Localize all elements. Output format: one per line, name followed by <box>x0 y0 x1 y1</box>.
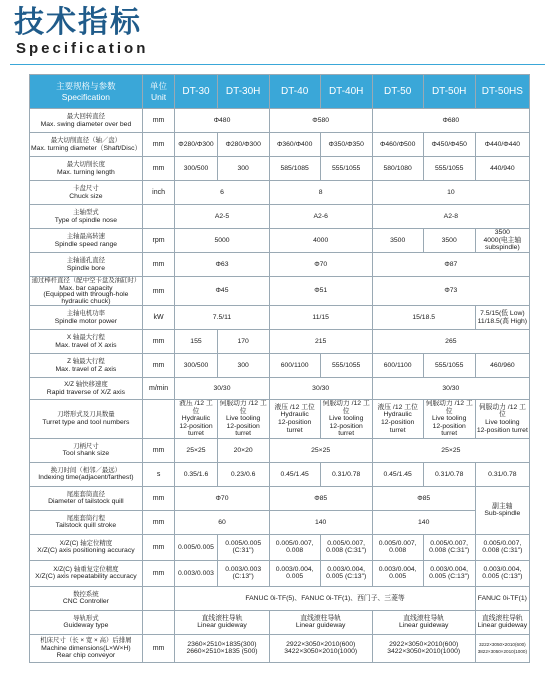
cell: Φ51 <box>269 277 372 306</box>
table-row <box>30 205 530 229</box>
header-model: DT-50 <box>372 75 423 109</box>
header-model: DT-50H <box>423 75 475 109</box>
cell: 460/960 <box>475 354 529 378</box>
row-label: 换刀时间（相邻／最远） Indexing time(adjacent/farthest) <box>30 462 143 486</box>
cell: Φ85 <box>269 486 372 510</box>
header-model: DT-40 <box>269 75 320 109</box>
cell: 0.23/0.6 <box>217 462 269 486</box>
row-unit <box>142 586 175 610</box>
cell: 2360×2510×1835(300) 2660×2510×1835 (500) <box>175 634 269 662</box>
cell: 600/1100 <box>269 354 320 378</box>
row-unit <box>142 610 175 634</box>
cell: Φ63 <box>175 253 269 277</box>
cell: FANUC 0i-TF(5)、FANUC 0i-TF(1)、西门子、三菱等 <box>175 586 475 610</box>
row-unit: m/min <box>142 378 175 400</box>
table-row <box>30 486 530 510</box>
cell: 300/500 <box>175 157 217 181</box>
cell: Φ480 <box>175 109 269 133</box>
cell: 140 <box>372 510 475 534</box>
cell: 3500 4000(电主轴subspindle) <box>475 229 529 253</box>
cell: 液压 /12 工位 Hydraulic 12-position turret <box>175 400 217 439</box>
cell: 0.31/0.78 <box>423 462 475 486</box>
cell: 直线滚柱导轨 Linear guideway <box>372 610 475 634</box>
cell: Φ280/Φ300 <box>175 133 217 157</box>
cell: 265 <box>372 330 529 354</box>
table-row <box>30 306 530 330</box>
cell: 15/18.5 <box>372 306 475 330</box>
row-label: 通过棒杆直径（配中空卡盘及油缸时） Max. bar capacity (Equipped with through-hole hydraulic chuck) <box>30 277 143 306</box>
cell: 2922×3050×2010(600) 3422×3050×2010(1000) <box>372 634 475 662</box>
cell: Φ45 <box>175 277 269 306</box>
table-row <box>30 229 530 253</box>
row-unit: mm <box>142 157 175 181</box>
cell: Φ580 <box>269 109 372 133</box>
cell: 170 <box>217 330 269 354</box>
cell: 30/30 <box>269 378 372 400</box>
cell: Φ70 <box>175 486 269 510</box>
cell: 伺服动力 /12 工位 Live tooling 12-position turret <box>217 400 269 439</box>
row-unit <box>142 400 175 439</box>
row-label: 主轴电机功率 Spindle motor power <box>30 306 143 330</box>
row-label: X/Z 轴快移速度 Rapid traverse of X/Z axis <box>30 378 143 400</box>
cell: 555/1055 <box>423 157 475 181</box>
row-unit: mm <box>142 354 175 378</box>
cell: Φ350/Φ350 <box>320 133 372 157</box>
table-row <box>30 610 530 634</box>
header-divider <box>10 64 545 65</box>
row-unit: mm <box>142 253 175 277</box>
cell: 20×20 <box>217 438 269 462</box>
cell: 2922×3050×2010(600) 3422×3050×2010(1000) <box>269 634 372 662</box>
cell: 伺服动力 /12 工位 Live tooling 12-position turret <box>423 400 475 439</box>
row-label: 刀柄尺寸 Tool shank size <box>30 438 143 462</box>
row-unit: mm <box>142 534 175 560</box>
cell: 0.31/0.78 <box>320 462 372 486</box>
cell: Φ440/Φ440 <box>475 133 529 157</box>
cell: 140 <box>269 510 372 534</box>
cell: 300/500 <box>175 354 217 378</box>
cell: 0.005/0.007, 0.008 (C:31") <box>320 534 372 560</box>
table-row <box>30 157 530 181</box>
cell: 0.005/0.005 (C:31") <box>217 534 269 560</box>
table-row <box>30 181 530 205</box>
row-unit: mm <box>142 486 175 510</box>
cell: 7.5/15(低 Low) 11/18.5(高 High) <box>475 306 529 330</box>
row-label: 数控系统 CNC Controller <box>30 586 143 610</box>
row-label: 机床尺寸（长 × 宽 × 高）后排屑 Machine dimensions(L×W×H) Rear chip conveyor <box>30 634 143 662</box>
header-unit: 单位 Unit <box>142 75 175 109</box>
cell: 0.005/0.007, 0.008 (C:31") <box>475 534 529 560</box>
row-label: 卡盘尺寸 Chuck size <box>30 181 143 205</box>
cell: 215 <box>269 330 372 354</box>
row-unit: mm <box>142 277 175 306</box>
row-unit: kW <box>142 306 175 330</box>
row-label: 主轴最高转速 Spindle speed range <box>30 229 143 253</box>
cell: A2-8 <box>372 205 529 229</box>
cell: Φ450/Φ450 <box>423 133 475 157</box>
cell: 11/15 <box>269 306 372 330</box>
cell: Φ360/Φ400 <box>269 133 320 157</box>
row-unit: s <box>142 462 175 486</box>
cell: 0.003/0.003 <box>175 560 217 586</box>
cell: 0.003/0.003 (C:13") <box>217 560 269 586</box>
cell: 300 <box>217 157 269 181</box>
cell: 液压 /12 工位 Hydraulic 12-position turret <box>269 400 320 439</box>
cell: 25×25 <box>269 438 372 462</box>
row-unit: inch <box>142 181 175 205</box>
cell: Φ73 <box>372 277 529 306</box>
cell: 585/1085 <box>269 157 320 181</box>
cell: 0.005/0.007, 0.008 <box>372 534 423 560</box>
table-row <box>30 253 530 277</box>
table-row <box>30 277 530 306</box>
row-unit: mm <box>142 109 175 133</box>
cell: Φ70 <box>269 253 372 277</box>
cell: 伺服动力 /12 工位 Live tooling 12-position turret <box>475 400 529 439</box>
cell: 0.35/1.6 <box>175 462 217 486</box>
row-label: 最大回转直径 Max. swing diameter over bed <box>30 109 143 133</box>
cell: 0.45/1.45 <box>269 462 320 486</box>
cell: Φ460/Φ500 <box>372 133 423 157</box>
cell: 3500 <box>372 229 423 253</box>
table-row <box>30 560 530 586</box>
page-title: 技术指标 <box>14 5 142 40</box>
cell: 580/1080 <box>372 157 423 181</box>
cell: 直线滚柱导轨 Linear guideway <box>475 610 529 634</box>
cell: 副主轴 Sub-spindle <box>475 486 529 534</box>
table-row <box>30 510 530 534</box>
spec-table <box>29 74 530 663</box>
cell: 0.003/0.004, 0.005 <box>372 560 423 586</box>
table-row <box>30 438 530 462</box>
page-header <box>0 0 553 70</box>
row-label: X 轴最大行程 Max. travel of X axis <box>30 330 143 354</box>
cell: 25×25 <box>372 438 529 462</box>
cell: 0.003/0.004, 0.005 <box>269 560 320 586</box>
cell: Φ85 <box>372 486 475 510</box>
row-label: Z 轴最大行程 Max. travel of Z axis <box>30 354 143 378</box>
row-unit: mm <box>142 634 175 662</box>
cell: Φ680 <box>372 109 529 133</box>
table-row <box>30 354 530 378</box>
cell: 0.003/0.004, 0.005 (C:13") <box>423 560 475 586</box>
table-row <box>30 109 530 133</box>
cell: 30/30 <box>372 378 529 400</box>
header-model: DT-50HS <box>475 75 529 109</box>
page-subtitle: Specification <box>16 40 149 57</box>
row-unit: mm <box>142 438 175 462</box>
cell: 0.003/0.004, 0.005 (C:13") <box>475 560 529 586</box>
cell: 0.003/0.004, 0.005 (C:13") <box>320 560 372 586</box>
cell: 300 <box>217 354 269 378</box>
table-row <box>30 133 530 157</box>
row-unit: rpm <box>142 229 175 253</box>
row-label: 主轴型式 Type of spindle nose <box>30 205 143 229</box>
table-header-row <box>30 75 530 109</box>
row-label: 尾座套筒行程 Tailstock quill stroke <box>30 510 143 534</box>
cell: 4000 <box>269 229 372 253</box>
cell: 直线滚柱导轨 Linear guideway <box>175 610 269 634</box>
cell: 0.005/0.007, 0.008 (C:31") <box>423 534 475 560</box>
row-label: 尾座套筒直径 Diameter of tailstock quill <box>30 486 143 510</box>
table-row <box>30 634 530 662</box>
cell: 液压 /12 工位 Hydraulic 12-position turret <box>372 400 423 439</box>
cell: FANUC 0i-TF(1) <box>475 586 529 610</box>
row-label: 最大切削直径（轴／盘） Max. turning diameter（Shaft/Disc） <box>30 133 143 157</box>
row-unit: mm <box>142 330 175 354</box>
cell: 6 <box>175 181 269 205</box>
row-label: 导轨形式 Guideway type <box>30 610 143 634</box>
cell: 30/30 <box>175 378 269 400</box>
cell: 伺服动力 /12 工位 Live tooling 12-position turret <box>320 400 372 439</box>
header-model: DT-40H <box>320 75 372 109</box>
table-row <box>30 534 530 560</box>
table-row <box>30 330 530 354</box>
cell: 25×25 <box>175 438 217 462</box>
cell: Φ87 <box>372 253 529 277</box>
header-model: DT-30H <box>217 75 269 109</box>
row-label: 主轴通孔直径 Spindle bore <box>30 253 143 277</box>
cell: A2-6 <box>269 205 372 229</box>
cell: 8 <box>269 181 372 205</box>
cell: 3500 <box>423 229 475 253</box>
table-row <box>30 400 530 439</box>
row-label: 最大切削长度 Max. turning length <box>30 157 143 181</box>
cell: 440/940 <box>475 157 529 181</box>
header-model: DT-30 <box>175 75 217 109</box>
cell: 555/1055 <box>320 354 372 378</box>
cell: 3222×3050×2010(600) 3822×3050×2010(1000) <box>475 634 529 662</box>
table-row <box>30 378 530 400</box>
cell: A2-5 <box>175 205 269 229</box>
cell: Φ280/Φ300 <box>217 133 269 157</box>
table-row <box>30 586 530 610</box>
row-unit: mm <box>142 133 175 157</box>
table-row <box>30 462 530 486</box>
cell: 直线滚柱导轨 Linear guideway <box>269 610 372 634</box>
row-unit: mm <box>142 560 175 586</box>
cell: 555/1055 <box>423 354 475 378</box>
header-param: 主要规格与参数 Specification <box>30 75 143 109</box>
cell: 155 <box>175 330 217 354</box>
cell: 0.005/0.007, 0.008 <box>269 534 320 560</box>
cell: 555/1055 <box>320 157 372 181</box>
row-unit <box>142 205 175 229</box>
row-label: X/Z(C) 轴重复定位精度 X/Z(C) axis repeatability accuracy <box>30 560 143 586</box>
cell: 60 <box>175 510 269 534</box>
row-unit: mm <box>142 510 175 534</box>
row-label: X/Z(C) 轴定位精度 X/Z(C) axis positioning accuracy <box>30 534 143 560</box>
cell: 0.005/0.005 <box>175 534 217 560</box>
cell: 0.31/0.78 <box>475 462 529 486</box>
cell: 600/1100 <box>372 354 423 378</box>
cell: 7.5/11 <box>175 306 269 330</box>
cell: 0.45/1.45 <box>372 462 423 486</box>
cell: 5000 <box>175 229 269 253</box>
row-label: 刀塔形式及刀具数量 Turret type and tool numbers <box>30 400 143 439</box>
cell: 10 <box>372 181 529 205</box>
